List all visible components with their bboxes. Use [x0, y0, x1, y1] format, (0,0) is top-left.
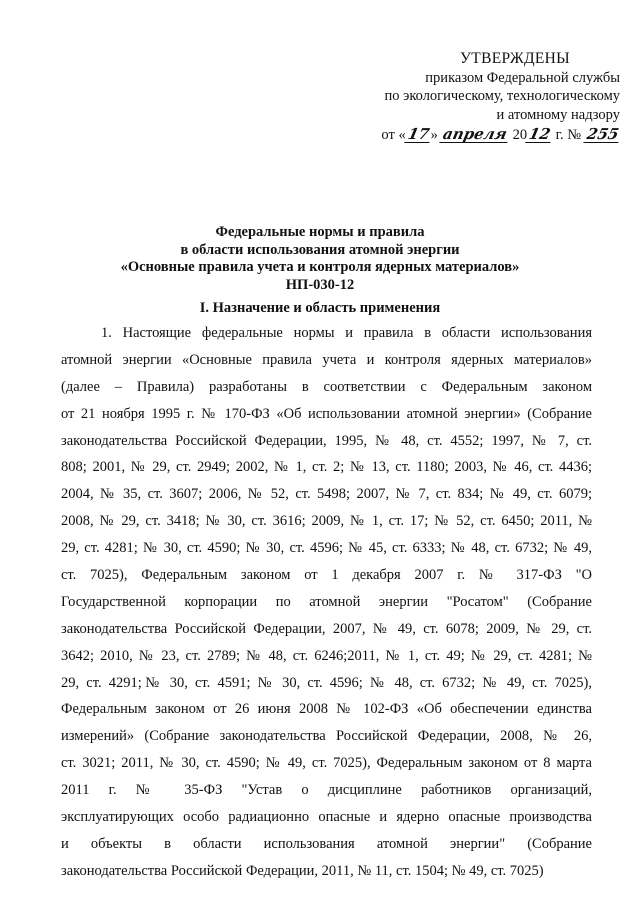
- title-line-3: «Основные правила учета и контроля ядерных материалов»: [120, 259, 520, 275]
- body-paragraph: [61, 320, 592, 885]
- approval-line-2: по экологическому, технологическому: [384, 88, 620, 104]
- order-mid-1: »: [430, 127, 442, 143]
- body-line: ст. 7025), Федеральным законом от 1 декабря 2007 г. № 317-ФЗ "О: [61, 567, 592, 584]
- body-line: законодательства Российской Федерации, 2011, № 11, ст. 1504; № 49, ст. 7025): [61, 862, 544, 879]
- body-line: 29, ст. 4291;№ 30, ст. 4591; № 30, ст. 4596; № 48, ст. 6732; № 49, ст. 7025),: [61, 674, 592, 691]
- body-line: 2008, № 29, ст. 3418; № 30, ст. 3616; 2009, № 1, ст. 17; № 52, ст. 6450; 2011, №: [61, 513, 592, 530]
- body-line: (далее – Правила) разработаны в соответствии с Федеральным законом: [61, 378, 592, 395]
- body-line: 1. Настоящие федеральные нормы и правила в области использования: [101, 325, 592, 341]
- body-line: 2004, № 35, ст. 3607; 2006, № 52, ст. 5498; 2007, № 7, ст. 834; № 49, ст. 6079;: [61, 486, 592, 503]
- body-line: от 21 ноября 1995 г. № 170-ФЗ «Об использовании атомной энергии» (Собрание: [61, 405, 592, 422]
- title-line-2: в области использования атомной энергии: [180, 241, 460, 258]
- body-line: 29, ст. 4281; № 30, ст. 4590; № 30, ст. 4596; № 45, ст. 6333; № 48, ст. 6732; № 49,: [61, 540, 592, 557]
- title-line-1: Федеральные нормы и правила: [215, 224, 425, 240]
- document-title: [40, 224, 600, 294]
- order-year-handwritten: 12: [527, 125, 553, 143]
- body-line: ст. 3021; 2011, № 30, ст. 4590; № 49, ст. 7025), Федеральным законом от 8 марта: [61, 755, 592, 772]
- body-line: эксплуатирующих особо радиационно опасные и ядерно опасные производства: [61, 809, 592, 826]
- order-day-handwritten: 17: [406, 125, 431, 143]
- order-mid-3: г. №: [552, 127, 585, 143]
- body-line: атомной энергии «Основные правила учета и контроля ядерных материалов»: [61, 351, 592, 368]
- order-month-handwritten: апреля: [441, 125, 510, 143]
- body-line: измерений» (Собрание законодательства Российской Федерации, 2008, № 26,: [61, 728, 592, 745]
- title-line-4-code: НП-030-12: [285, 276, 355, 293]
- body-line: 2011 г. № 35-ФЗ "Устав о дисциплине работников организаций,: [61, 782, 592, 799]
- body-line: законодательства Российской Федерации, 2007, № 49, ст. 6078; 2009, № 29, ст.: [61, 620, 592, 637]
- body-line: 808; 2001, № 29, ст. 2949; 2002, № 1, ст. 2; № 13, ст. 1180; 2003, № 46, ст. 4436;: [61, 459, 592, 476]
- order-prefix: от «: [381, 127, 406, 143]
- approval-title: УТВЕРЖДЕНЫ: [460, 50, 570, 67]
- body-line: Государственной корпорации по атомной энергии "Росатом" (Собрание: [61, 593, 592, 610]
- approval-block: [280, 50, 620, 145]
- order-number-handwritten: 255: [584, 125, 621, 143]
- approval-line-1: приказом Федеральной службы: [425, 69, 620, 86]
- body-line: 3642; 2010, № 23, ст. 2789; № 48, ст. 6246;2011, № 1, ст. 49; № 29, ст. 4281; №: [61, 647, 592, 664]
- order-mid-2: 20: [509, 127, 528, 143]
- body-line: и объекты в области использования атомной энергии" (Собрание: [61, 835, 592, 852]
- order-reference: [280, 126, 620, 145]
- section-heading: I. Назначение и область применения: [199, 300, 441, 316]
- body-line: законодательства Российской Федерации, 1995, № 48, ст. 4552; 1997, № 7, ст.: [61, 432, 592, 449]
- body-line: Федеральным законом от 26 июня 2008 № 102-ФЗ «Об обеспечении единства: [61, 701, 592, 718]
- approval-line-3: и атомному надзору: [496, 106, 620, 123]
